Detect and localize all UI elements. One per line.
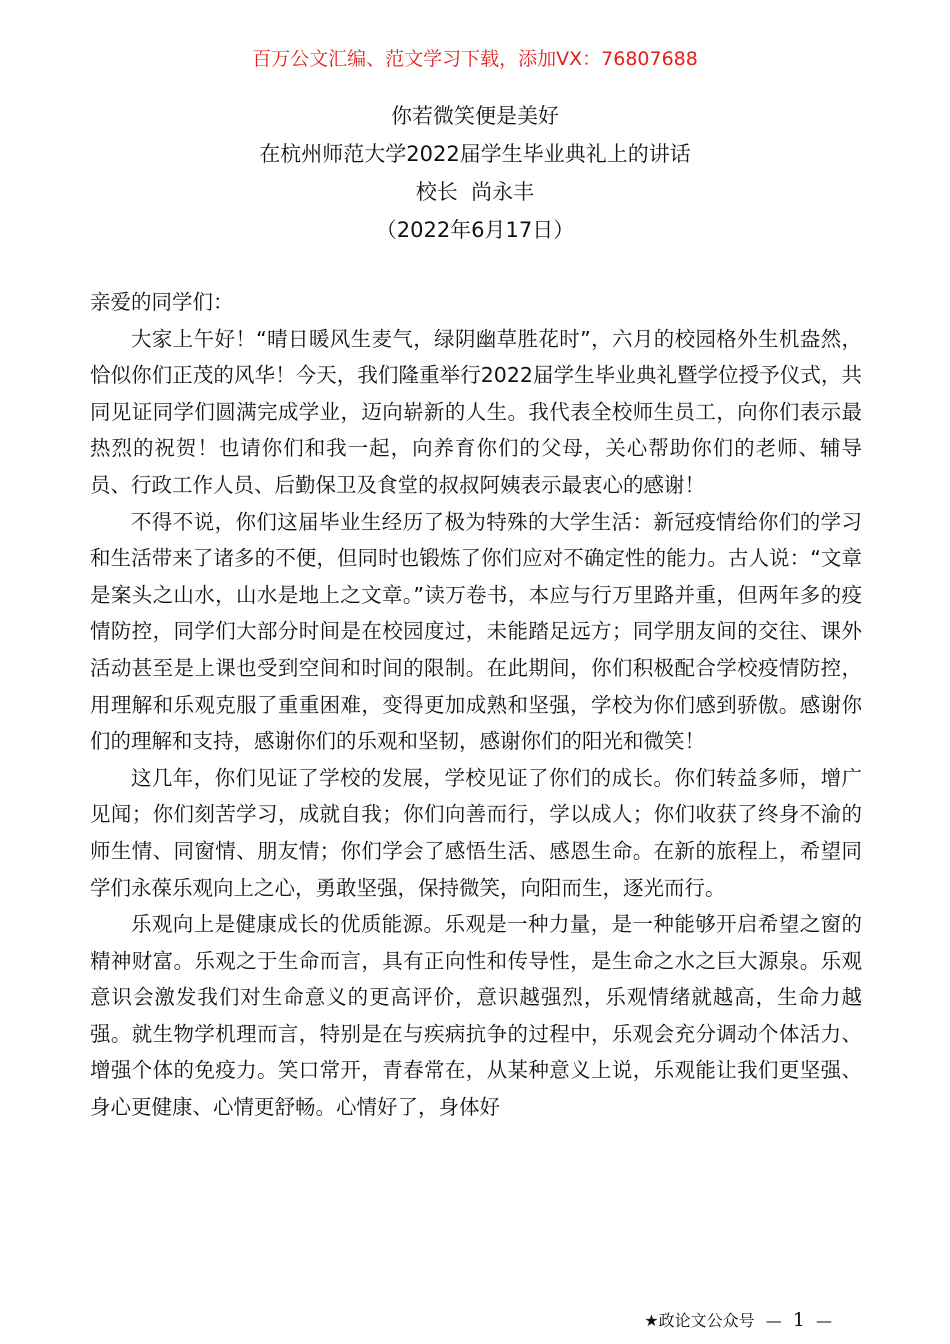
paragraph: 不得不说，你们这届毕业生经历了极为特殊的大学生活：新冠疫情给你们的学习和生活带来了诸多的不便，但同时也锻炼了你们应对不确定性的能力。古人说：“文章是案头之山水，山水是地上之文章。”读万卷书，本应与行万里路并重，但两年多的疫情防控，同学们大部分时间是在校园度过，未能踏足远方；同学朋友间的交往、课外活动甚至是上课也受到空间和时间的限制。在此期间，你们积极配合学校疫情防控，用理解和乐观克服了重重困难，变得更加成熟和坚强，学校为你们感到骄傲。感谢你们的理解和支持，感谢你们的乐观和坚韧，感谢你们的阳光和微笑！	[90, 509, 862, 754]
speech-title: 你若微笑便是美好	[391, 104, 559, 128]
speech-date: （2022年6月17日）	[375, 218, 575, 242]
speech-subtitle: 在杭州师范大学2022届学生毕业典礼上的讲话	[259, 142, 691, 166]
footer-dash-right: —	[816, 1311, 832, 1330]
speech-body	[90, 284, 862, 1126]
page-footer	[644, 1308, 838, 1333]
paragraph: 乐观向上是健康成长的优质能源。乐观是一种力量，是一种能够开启希望之窗的精神财富。乐观之于生命而言，具有正向性和传导性，是生命之水之巨大源泉。乐观意识会激发我们对生命意义的更高评价，意识越强烈，乐观情绪就越高，生命力越强。就生物学机理而言，特别是在与疾病抗争的过程中，乐观会充分调动个体活力、增强个体的免疫力。笑口常开，青春常在，从某种意义上说，乐观能让我们更坚强、身心更健康、心情更舒畅。心情好了，身体好	[90, 912, 862, 1120]
footer-source: ★政论文公众号	[644, 1311, 755, 1330]
paragraph: 大家上午好！“晴日暖风生麦气，绿阴幽草胜花时”，六月的校园格外生机盎然，恰似你们正茂的风华！今天，我们隆重举行2022届学生毕业典礼暨学位授予仪式，共同见证同学们圆满完成学业，迈向崭新的人生。我代表全校师生员工，向你们表示最热烈的祝贺！也请你们和我一起，向养育你们的父母，关心帮助你们的老师、辅导员、行政工作人员、后勤保卫及食堂的叔叔阿姨表示最衷心的感谢！	[90, 326, 862, 497]
promo-banner: 百万公文汇编、范文学习下载，添加VX：76807688	[252, 48, 698, 70]
speaker-line: 校长 尚永丰	[415, 180, 535, 204]
speech-header	[0, 97, 950, 249]
footer-dash-left: —	[765, 1311, 782, 1330]
paragraph: 这几年，你们见证了学校的发展，学校见证了你们的成长。你们转益多师，增广见闻；你们刻苦学习，成就自我；你们向善而行，学以成人；你们收获了终身不渝的师生情、同窗情、朋友情；你们学会了感悟生活、感恩生命。在新的旅程上，希望同学们永葆乐观向上之心，勇敢坚强，保持微笑，向阳而生，逐光而行。	[90, 765, 862, 900]
page-number: 1	[792, 1309, 805, 1331]
salutation: 亲爱的同学们：	[90, 290, 234, 314]
